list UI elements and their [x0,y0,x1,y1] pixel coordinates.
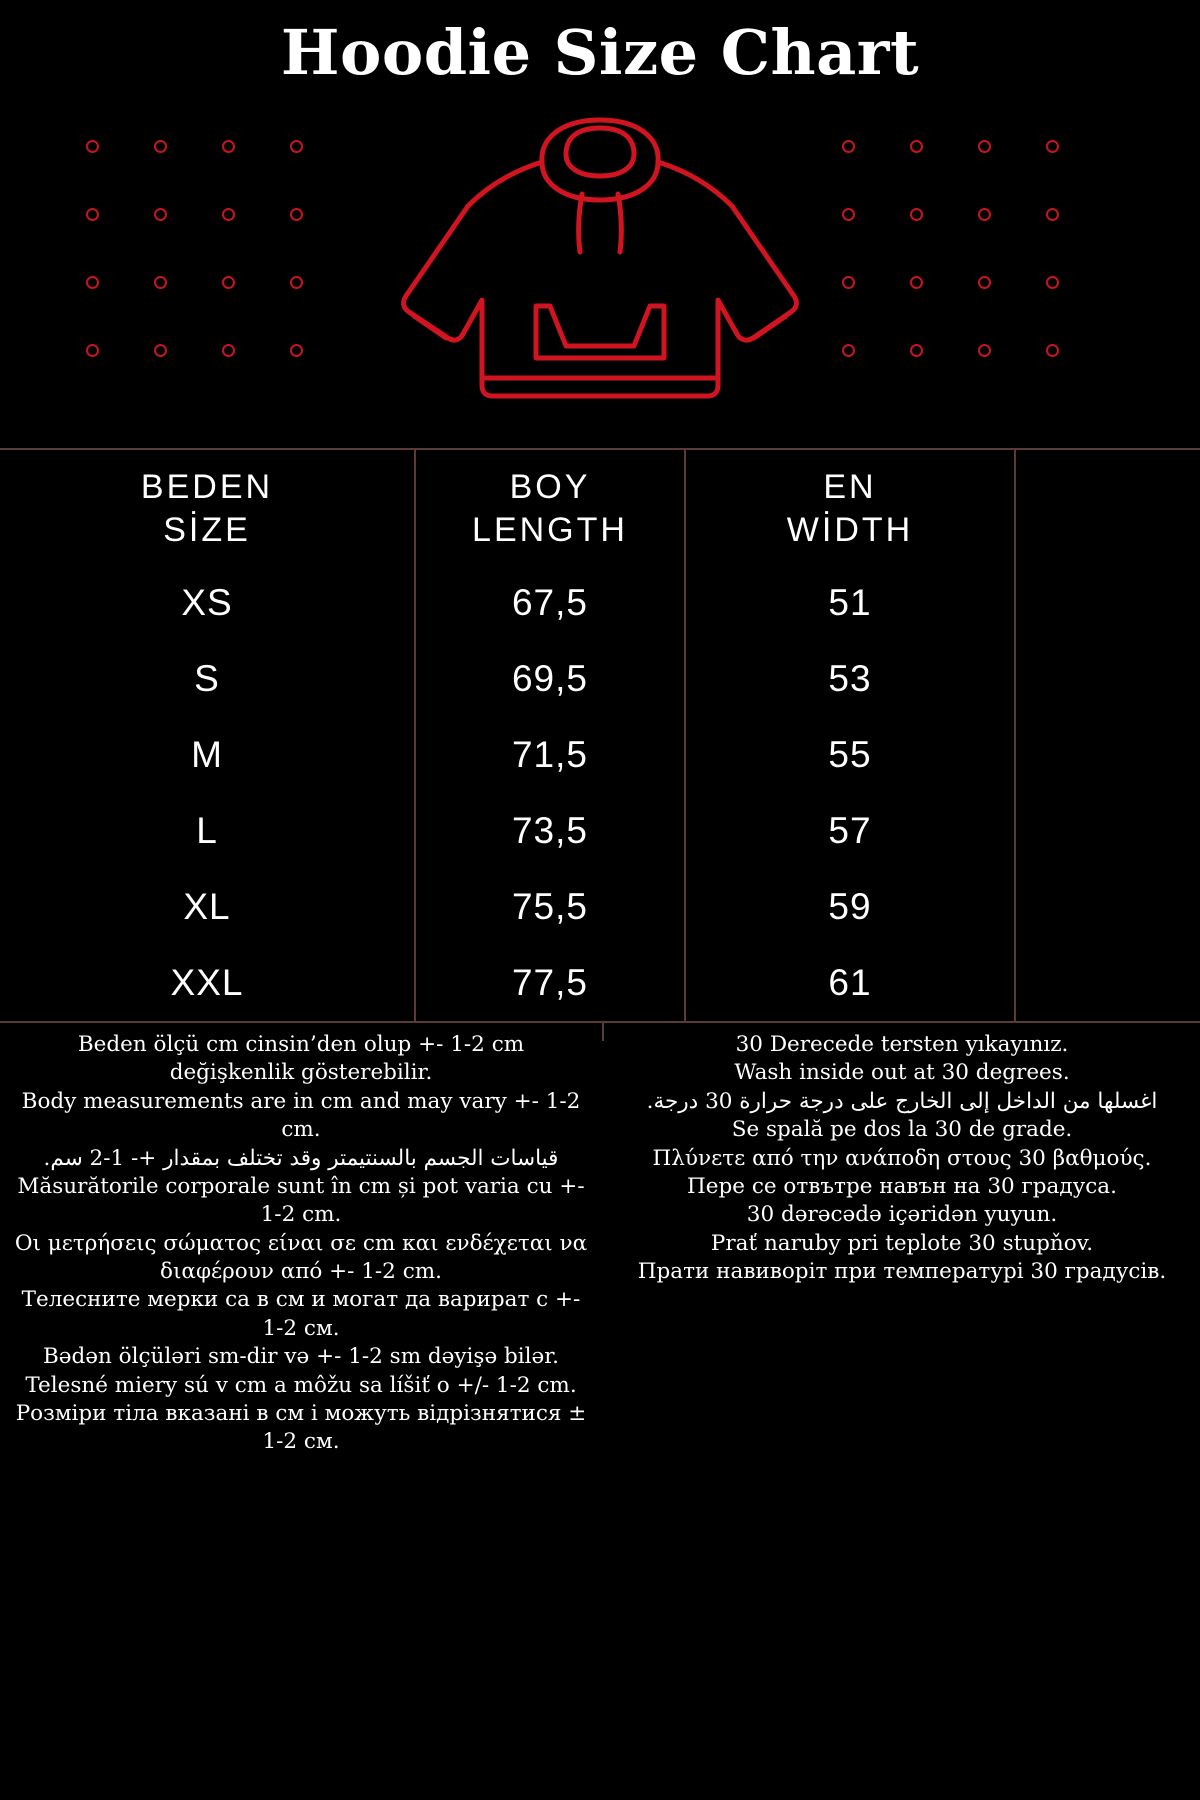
dot-icon [842,344,855,357]
note-line-tr: Beden ölçü cm cinsin’den olup +- 1-2 cm değişkenlik gösterebilir. [77,1032,525,1086]
cell-size: L [0,793,415,869]
column-header-width [685,450,1015,565]
column-header-length [415,450,685,565]
cell-width: 61 [685,945,1015,1021]
cell-extra [1015,869,1200,945]
table-row [0,945,1200,1021]
dot-icon [86,276,99,289]
cell-width: 53 [685,641,1015,717]
column-header-width-line1: EN [823,468,877,506]
note-line-bg: Телесните мерки са в см и могат да варират с +- 1-2 см. [21,1287,581,1341]
dot-icon [290,140,303,153]
size-table [0,450,1200,1021]
cell-size: S [0,641,415,717]
cell-length: 77,5 [415,945,685,1021]
cell-length: 73,5 [415,793,685,869]
dot-icon [222,276,235,289]
dot-icon [842,208,855,221]
dot-icon [978,208,991,221]
note-line-sk: Telesné miery sú v cm a môžu sa líšiť o +/- 1-2 cm. [25,1372,577,1398]
table-row [0,641,1200,717]
dot-icon [222,208,235,221]
dot-icon [978,140,991,153]
dot-icon [222,140,235,153]
decorative-dot-grid-left [86,140,358,412]
dot-icon [1046,276,1059,289]
table-row [0,793,1200,869]
cell-extra [1015,717,1200,793]
note-line-az: Bədən ölçüləri sm-dir və +- 1-2 sm dəyişə bilər. [42,1344,560,1370]
dot-icon [910,276,923,289]
cell-size: XXL [0,945,415,1021]
dot-icon [1046,140,1059,153]
dot-icon [86,208,99,221]
cell-width: 51 [685,565,1015,641]
washing-notes [604,1023,1200,1284]
dot-icon [154,344,167,357]
header [0,0,1200,448]
cell-length: 69,5 [415,641,685,717]
table-header-row [0,450,1200,565]
dot-icon [154,208,167,221]
measurement-notes [0,1023,604,1455]
cell-size: M [0,717,415,793]
column-header-size-line2: SİZE [163,510,251,549]
dot-icon [86,344,99,357]
wash-line-el: Πλύνετε από την ανάποδη στους 30 βαθμούς. [652,1145,1152,1171]
cell-length: 67,5 [415,565,685,641]
note-line-uk: Розміри тіла вказані в см і можуть відрізнятися ± 1-2 см. [15,1400,587,1455]
cell-length: 71,5 [415,717,685,793]
cell-size: XL [0,869,415,945]
cell-extra [1015,641,1200,717]
dot-icon [154,276,167,289]
dot-icon [978,276,991,289]
size-table-container [0,448,1200,1023]
dot-icon [910,140,923,153]
wash-line-en: Wash inside out at 30 degrees. [734,1060,1070,1086]
dot-icon [842,140,855,153]
dot-icon [154,140,167,153]
decorative-dot-grid-right [842,140,1114,412]
cell-length: 75,5 [415,869,685,945]
wash-line-ro: Se spală pe dos la 30 de grade. [731,1117,1073,1143]
table-row [0,565,1200,641]
dot-icon [86,140,99,153]
dot-icon [290,344,303,357]
column-header-length-line1: BOY [509,468,591,506]
dot-icon [842,276,855,289]
column-header-width-line2: WİDTH [786,510,914,549]
note-line-ro: Măsurătorile corporale sunt în cm și pot varia cu +- 1-2 cm. [17,1173,585,1228]
column-header-length-line2: LENGTH [472,510,628,549]
table-row [0,869,1200,945]
table-row [0,717,1200,793]
wash-line-ar: اغسلها من الداخل إلى الخارج على درجة حرارة 30 درجة. [646,1088,1158,1114]
cell-width: 59 [685,869,1015,945]
wash-line-tr: 30 Derecede tersten yıkayınız. [735,1032,1069,1057]
dot-icon [1046,344,1059,357]
dot-icon [222,344,235,357]
dot-icon [290,276,303,289]
dot-icon [910,344,923,357]
column-header-size [0,450,415,565]
page-title: Hoodie Size Chart [280,16,920,89]
dot-icon [1046,208,1059,221]
wash-line-bg: Пере се отвътре навън на 30 градуса. [687,1173,1117,1199]
dot-icon [290,208,303,221]
column-header-empty [1015,450,1200,565]
wash-line-az: 30 dərəcədə içəridən yuyun. [746,1202,1058,1228]
cell-width: 55 [685,717,1015,793]
note-line-en: Body measurements are in cm and may vary +- 1-2 cm. [21,1088,581,1143]
cell-extra [1015,793,1200,869]
column-header-size-line1: BEDEN [140,468,274,506]
cell-size: XS [0,565,415,641]
cell-width: 57 [685,793,1015,869]
wash-line-sk: Prať naruby pri teplote 30 stupňov. [710,1230,1094,1256]
wash-line-uk: Прати навиворіт при температурі 30 градусів. [637,1259,1167,1284]
cell-extra [1015,945,1200,1021]
cell-extra [1015,565,1200,641]
note-line-ar: قياسات الجسم بالسنتيمتر وقد تختلف بمقدار +- 1-2 سم. [43,1145,559,1171]
note-line-el: Οι μετρήσεις σώματος είναι σε cm και ενδέχεται να διαφέρουν από +- 1-2 cm. [14,1230,588,1284]
hoodie-illustration [390,110,810,410]
dot-icon [978,344,991,357]
dot-icon [910,208,923,221]
